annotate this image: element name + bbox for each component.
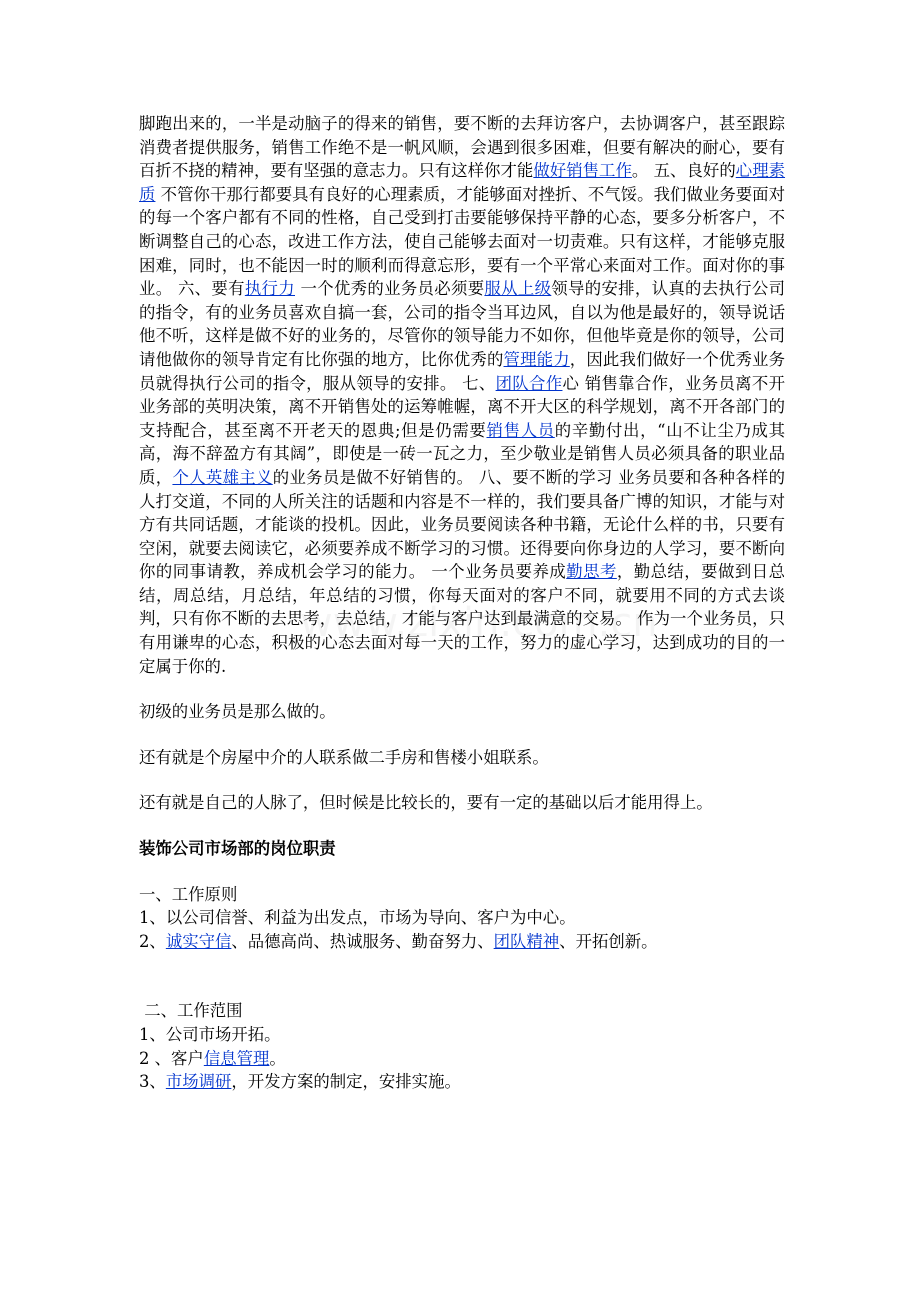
paragraph-text: 心 销售靠合作，业务员离不开业务部的英明决策，离不开销售处的运筹帷幄，离不开大区的科学规划，离不开各部门的支持配合，甚至离不开老天的恩典;但是仍需要 [139, 373, 785, 440]
section2-item-1: 1、公司市场开拓。 [139, 1025, 281, 1044]
inline-link[interactable]: 服从上级 [484, 279, 552, 299]
inline-link[interactable]: 管理能力 [503, 349, 570, 369]
paragraph-text: 的辛勤付出，“山不让尘乃成其高，海不辞盈方有其阔”，即使是一砖一瓦之力，至少敬业是销售人员必须具备的职业品质， [139, 420, 785, 487]
item-text: 。 [269, 1048, 286, 1068]
paragraph-text: 。 五、良好的 [631, 161, 736, 181]
main-paragraph [139, 112, 785, 678]
inline-link[interactable]: 个人英雄主义 [172, 467, 273, 487]
inline-link[interactable]: 做好销售工作 [533, 161, 632, 181]
item-text: 2 、客户 [139, 1048, 204, 1068]
inline-link[interactable]: 勤思考 [566, 562, 617, 582]
section2-title: 二、工作范围 [139, 1001, 243, 1021]
paragraph-beginner-salesman: 初级的业务员是那么做的。 [139, 702, 336, 722]
document-body [139, 112, 785, 1094]
item-text: ，开发方案的制定，安排实施。 [231, 1072, 461, 1092]
paragraph-text: 一个优秀的业务员必须要 [295, 279, 485, 299]
paragraph-text: 的业务员是做不好销售的。 八、要不断的学习 业务员要和各种各样的人打交道，不同的人所关注的话题和内容是不一样的，我们要具备广博的知识，才能与对方有共同话题，才能谈的投机。因此，业务员要阅读各种书籍，无论什么样的书，只要有空闲，就要去阅读它，必须要养成不断学习的习惯。还得要向你身边的人学习，要不断向你的同事请教，养成机会学习的能力。 一个业务员要养成 [139, 467, 786, 582]
link-team-spirit[interactable]: 团队精神 [493, 931, 560, 951]
section-heading: 装饰公司市场部的岗位职责 [139, 839, 336, 859]
link-market-research[interactable]: 市场调研 [165, 1072, 232, 1092]
section1-item-2 [139, 930, 785, 954]
paragraph-real-estate-agent: 还有就是个房屋中介的人联系做二手房和售楼小姐联系。 [139, 747, 549, 767]
inline-link[interactable]: 团队合作 [495, 373, 563, 393]
section1-item-1: 1、以公司信誉、利益为出发点，市场为导向、客户为中心。 [139, 908, 576, 928]
inline-link[interactable]: 销售人员 [486, 420, 555, 440]
paragraph-personal-network: 还有就是自己的人脉了，但时候是比较长的，要有一定的基础以后才能用得上。 [139, 793, 713, 813]
paragraph-text: ，勤总结，要做到日总结，周总结，月总结，年总结的习惯，你每天面对的客户不同，就要用不同的方式去谈判，只有你不断的去思考，去总结，才能与客户达到最满意的交易。 作为一个业务员，只有用谦卑的心态，积极的心态去面对每一天的工作，努力的虚心学习，达到成功的目的一定属于你的. [139, 562, 785, 676]
paragraph-text: 领导的安排，认真的去执行公司的指令，有的业务员喜欢自搞一套，公司的指令当耳边风，自以为他是最好的，领导说话他不听，这样是做不好的业务的，尽管你的领导能力不如你，但他毕竟是你的领导，公司请他做你的领导肯定有比你强的地方，比你优秀的 [139, 279, 786, 369]
link-honesty[interactable]: 诚实守信 [165, 931, 232, 951]
link-info-management[interactable]: 信息管理 [203, 1048, 270, 1068]
item-text: 、品德高尚、热诚服务、勤奋努力、 [231, 931, 494, 951]
section2-item-3 [139, 1070, 785, 1094]
inline-link[interactable]: 心理素质 [139, 161, 786, 204]
item-text: 、开拓创新。 [559, 931, 658, 951]
section1-title: 一、工作原则 [139, 884, 238, 904]
inline-link[interactable]: 执行力 [244, 279, 295, 299]
paragraph-text: 不管你干那行都要具有良好的心理素质，才能够面对挫折、不气馁。我们做业务要面对的每一个客户都有不同的性格，自己受到打击要能够保持平静的心态，要多分析客户，不断调整自己的心态，改进工作方法，使自己能够去面对一切责难。只有这样，才能够克服困难，同时，也不能因一时的顺利而得意忘形，要有一个平常心来面对工作。面对你的事业。 六、要有 [139, 184, 785, 299]
section2-item-2 [139, 1047, 785, 1071]
item-number: 2、 [139, 931, 166, 951]
paragraph-text: ，因此我们做好一个优秀业务员就得执行公司的指令，服从领导的安排。 七、 [139, 349, 786, 393]
paragraph-text: 脚跑出来的，一半是动脑子的得来的销售，要不断的去拜访客户，去协调客户，甚至跟踪消费者提供服务，销售工作绝不是一帆风顺，会遇到很多困难，但要有解决的耐心，要有百折不挠的精神，要有坚强的意志力。只有这样你才能 [139, 114, 785, 181]
item-number: 3、 [139, 1072, 166, 1092]
